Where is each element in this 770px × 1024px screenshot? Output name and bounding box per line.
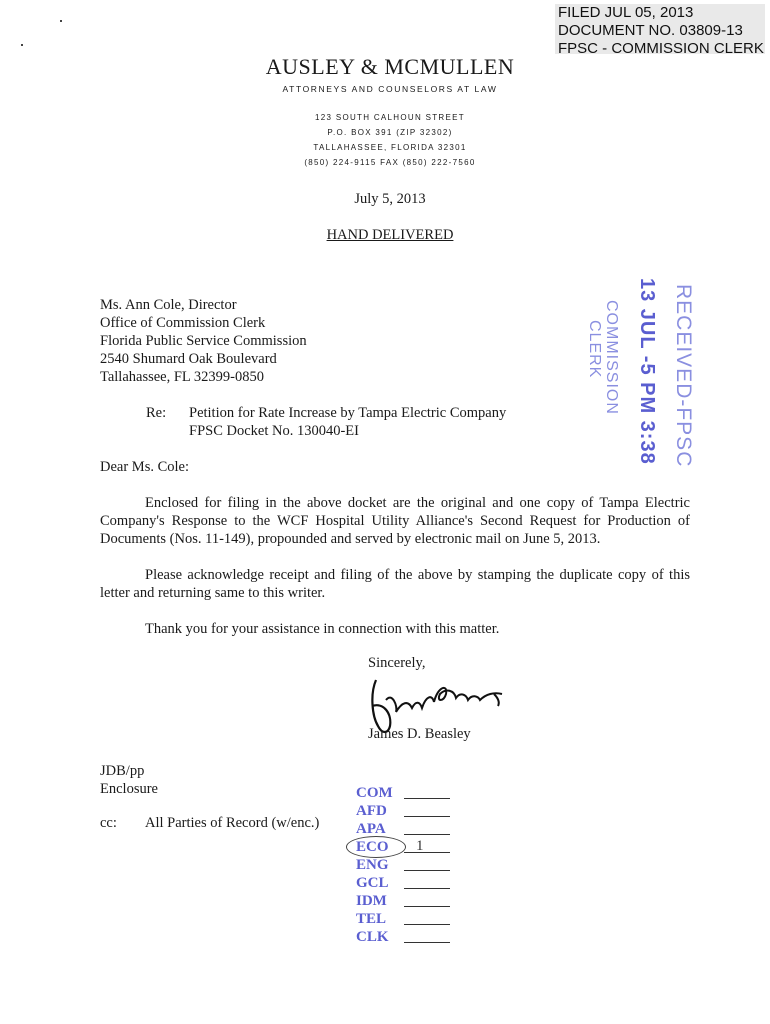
recipient-line: Florida Public Service Commission — [100, 333, 307, 349]
routing-row — [356, 802, 456, 820]
filing-clerk: FPSC - COMMISSION CLERK — [558, 40, 764, 57]
routing-mark: 1 — [416, 838, 424, 854]
firm-street: 123 SOUTH CALHOUN STREET — [315, 113, 465, 122]
firm-subtitle: ATTORNEYS AND COUNSELORS AT LAW — [282, 84, 498, 94]
routing-code: APA — [356, 821, 386, 837]
initials: JDB/pp — [100, 763, 145, 779]
routing-code: AFD — [356, 803, 387, 819]
received-stamp — [565, 278, 725, 468]
recipient-line: Ms. Ann Cole, Director — [100, 297, 237, 313]
routing-code: CLK — [356, 929, 389, 945]
recipient-line: Tallahassee, FL 32399-0850 — [100, 369, 264, 385]
paragraph-3: Thank you for your assistance in connection with this matter. — [145, 621, 500, 637]
delivery-method: HAND DELIVERED — [326, 227, 454, 243]
routing-code: COM — [356, 785, 393, 801]
routing-blank — [404, 888, 450, 889]
recipient-line: Office of Commission Clerk — [100, 315, 266, 331]
received-clerk: CLERK — [586, 320, 603, 379]
routing-row — [356, 784, 456, 802]
signer-name: James D. Beasley — [368, 726, 471, 742]
routing-code: ECO — [356, 839, 389, 855]
routing-row — [356, 928, 456, 946]
received-line: RECEIVED-FPSC — [672, 284, 695, 468]
re-line: Petition for Rate Increase by Tampa Electric Company — [189, 405, 507, 421]
routing-row — [356, 856, 456, 874]
closing: Sincerely, — [368, 655, 426, 671]
re-line: FPSC Docket No. 130040-EI — [189, 423, 359, 439]
routing-blank — [404, 942, 450, 943]
routing-stamp — [356, 784, 456, 946]
firm-phone: (850) 224-9115 FAX (850) 222-7560 — [304, 158, 476, 167]
filing-stamp-box — [555, 4, 765, 57]
salutation: Dear Ms. Cole: — [100, 459, 189, 475]
routing-blank — [404, 798, 450, 799]
routing-blank — [404, 834, 450, 835]
routing-row — [356, 892, 456, 910]
recipient-line: 2540 Shumard Oak Boulevard — [100, 351, 277, 367]
routing-code: GCL — [356, 875, 389, 891]
routing-blank — [404, 906, 450, 907]
paragraph-1: Enclosed for filing in the above docket are the original and one copy of Tampa Electric Company's Response to the WCF Hospital Utility Alliance's Second Request for Production of Documents (Nos. 11-149), propounded and served by electronic mail on June 5, 2013. — [100, 495, 690, 547]
letter-date: July 5, 2013 — [354, 191, 426, 207]
initials-enclosure — [100, 762, 158, 798]
received-datetime: 13 JUL -5 PM 3:38 — [636, 278, 658, 465]
routing-blank — [404, 852, 450, 853]
circle-mark — [346, 836, 406, 858]
paragraph-2: Please acknowledge receipt and filing of the above by stamping the duplicate copy of this letter and returning same to this writer. — [100, 567, 690, 601]
routing-blank — [404, 870, 450, 871]
routing-blank — [404, 924, 450, 925]
routing-row — [356, 838, 456, 856]
cc-label: cc: — [100, 815, 117, 831]
received-commission: COMMISSION — [603, 300, 620, 415]
routing-blank — [404, 816, 450, 817]
re-label: Re: — [146, 405, 167, 421]
routing-code: IDM — [356, 893, 387, 909]
speck — [21, 44, 23, 46]
cc-recipients: All Parties of Record (w/enc.) — [145, 815, 320, 831]
filing-date: FILED JUL 05, 2013 — [558, 4, 694, 21]
recipient-address — [100, 296, 307, 386]
firm-name: AUSLEY & MCMULLEN — [265, 54, 515, 79]
firm-city: TALLAHASSEE, FLORIDA 32301 — [313, 143, 467, 152]
enclosure: Enclosure — [100, 781, 158, 797]
routing-row — [356, 910, 456, 928]
firm-po-box: P.O. BOX 391 (ZIP 32302) — [327, 128, 453, 137]
routing-code: TEL — [356, 911, 387, 927]
speck — [60, 20, 62, 22]
document-number: DOCUMENT NO. 03809-13 — [558, 22, 743, 39]
routing-code: ENG — [356, 857, 389, 873]
routing-row — [356, 874, 456, 892]
re-subject — [189, 404, 506, 440]
